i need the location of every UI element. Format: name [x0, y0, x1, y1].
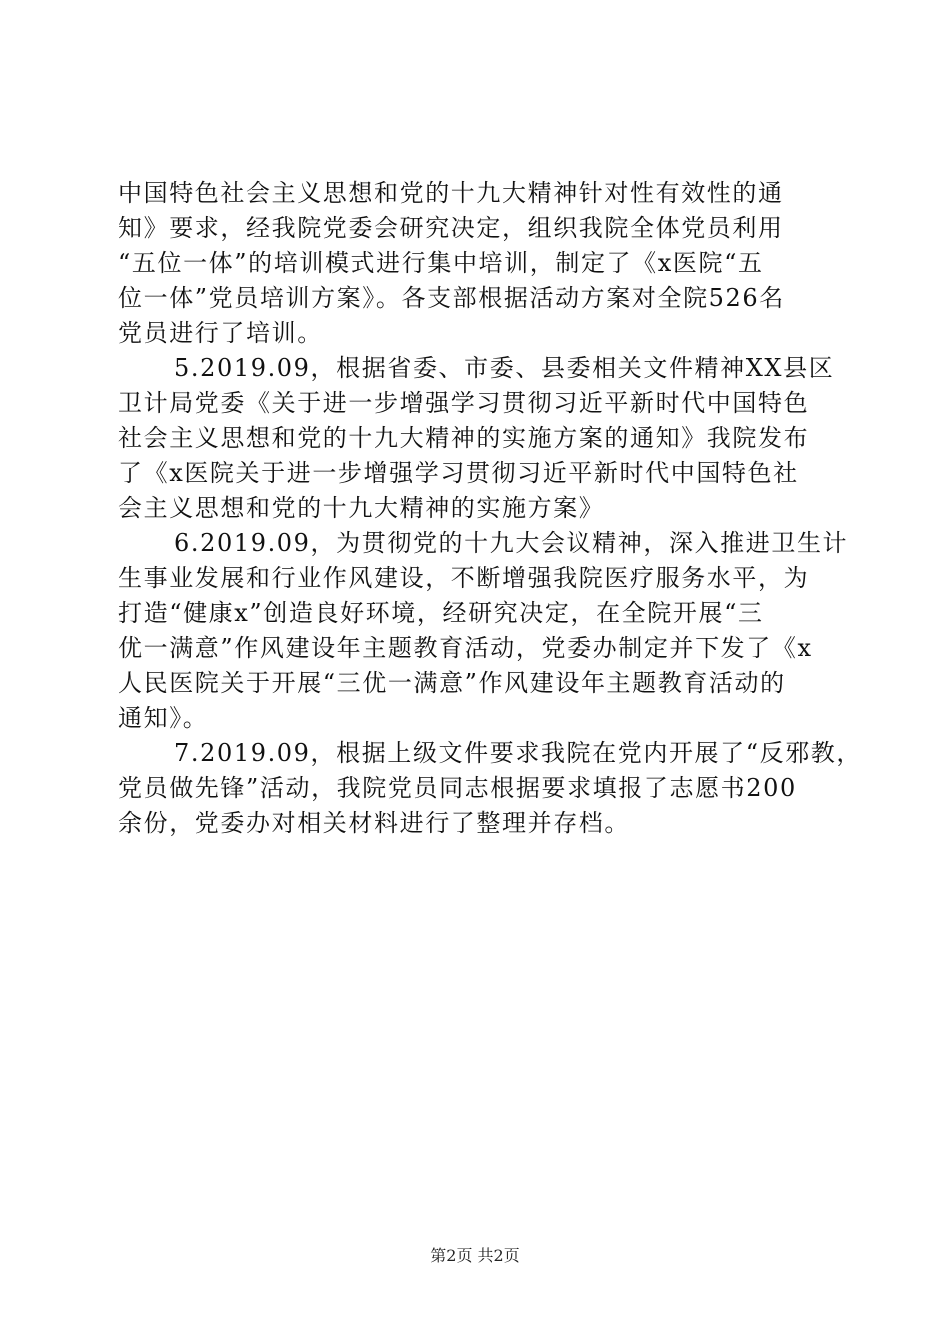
- document-body: [118, 176, 863, 841]
- text-line: 中国特色社会主义思想和党的十九大精神针对性有效性的通: [118, 179, 784, 207]
- text-line: 人民医院关于开展“三优一满意”作风建设年主题教育活动的: [118, 669, 786, 697]
- paragraph-7-start: 7.2019.09，根据上级文件要求我院在党内开展了“反邪教，: [174, 739, 863, 767]
- text-line: 通知》。: [118, 704, 209, 732]
- text-line: 党员进行了培训。: [118, 319, 323, 347]
- text-line: 打造“健康x”创造良好环境，经研究决定，在全院开展“三: [118, 599, 764, 627]
- text-line: “五位一体”的培训模式进行集中培训，制定了《x医院“五: [118, 249, 764, 277]
- text-line: 位一体”党员培训方案》。各支部根据活动方案对全院526名: [118, 284, 785, 312]
- text-line: 知》要求，经我院党委会研究决定，组织我院全体党员利用: [118, 214, 784, 242]
- text-line: 社会主义思想和党的十九大精神的实施方案的通知》我院发布: [118, 424, 810, 452]
- text-line: 余份，党委办对相关材料进行了整理并存档。: [118, 809, 630, 837]
- text-line: 了《x医院关于进一步增强学习贯彻习近平新时代中国特色社: [118, 459, 799, 487]
- paragraph-5-start: 5.2019.09，根据省委、市委、县委相关文件精神XX县区: [174, 354, 835, 382]
- page-number-footer: 第2页 共2页: [430, 1246, 520, 1265]
- paragraph-6-start: 6.2019.09，为贯彻党的十九大会议精神，深入推进卫生计: [174, 529, 849, 557]
- text-line: 党员做先锋”活动，我院党员同志根据要求填报了志愿书200: [118, 774, 797, 802]
- text-line: 优一满意”作风建设年主题教育活动，党委办制定并下发了《x: [118, 634, 813, 662]
- text-line: 会主义思想和党的十九大精神的实施方案》: [118, 494, 605, 522]
- text-line: 生事业发展和行业作风建设，不断增强我院医疗服务水平，为: [118, 564, 810, 592]
- text-line: 卫计局党委《关于进一步增强学习贯彻习近平新时代中国特色: [118, 389, 810, 417]
